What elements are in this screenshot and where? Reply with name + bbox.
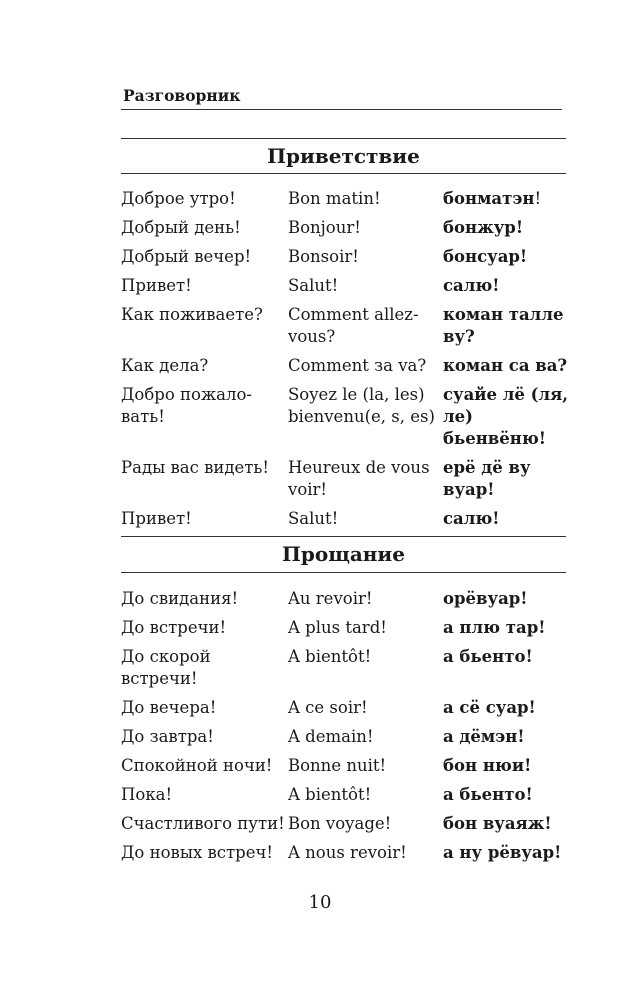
phrase-row <box>121 697 571 719</box>
russian-phrase: Добро пожало- вать! <box>121 385 252 426</box>
russian-phrase: Рады вас видеть! <box>121 458 270 477</box>
phrase-row <box>121 646 571 690</box>
french-phrase: Heureux de vous voir! <box>288 458 430 499</box>
transcription-text: суайе лё (ля, ле) бьенвёню! <box>443 385 569 448</box>
russian-phrase: Спокойной ночи! <box>121 756 273 775</box>
section-top-rule <box>121 536 566 537</box>
transcription <box>443 384 571 450</box>
phrase-row <box>121 588 571 610</box>
french-phrase: A nous revoir! <box>288 843 407 862</box>
russian-phrase: До завтра! <box>121 727 214 746</box>
section-title-greetings: Приветствие <box>267 144 420 168</box>
phrase-table-farewells <box>121 588 571 871</box>
phrase-row <box>121 246 571 268</box>
transcription <box>443 726 571 748</box>
russian-phrase: Привет! <box>121 509 192 528</box>
russian-phrase: Привет! <box>121 276 192 295</box>
transcription-tail: ! <box>534 189 542 208</box>
transcription <box>443 842 571 864</box>
french-phrase: A plus tard! <box>288 618 387 637</box>
transcription-text: а бьенто! <box>443 785 533 804</box>
phrase-row <box>121 384 571 450</box>
transcription-text: салю! <box>443 509 500 528</box>
transcription <box>443 188 571 210</box>
transcription <box>443 813 571 835</box>
transcription <box>443 304 571 348</box>
russian-phrase: До новых встреч! <box>121 843 274 862</box>
russian-phrase: До вечера! <box>121 698 217 717</box>
french-phrase: Bonne nuit! <box>288 756 387 775</box>
transcription <box>443 246 571 268</box>
transcription-text: салю! <box>443 276 500 295</box>
french-phrase: Bonsoir! <box>288 247 359 266</box>
running-head: Разговорник <box>123 86 241 105</box>
phrase-row <box>121 617 571 639</box>
transcription-text: бонжур! <box>443 218 524 237</box>
russian-phrase: Счастливого пути! <box>121 814 285 833</box>
russian-phrase: Как поживаете? <box>121 305 263 324</box>
french-phrase: Comment allez- vous? <box>288 305 419 346</box>
french-phrase: Salut! <box>288 276 339 295</box>
transcription-text: бон вуаяж! <box>443 814 552 833</box>
phrase-row <box>121 457 571 501</box>
section-bottom-rule <box>121 173 566 174</box>
transcription-text: а сё суар! <box>443 698 536 717</box>
french-phrase: Au revoir! <box>288 589 373 608</box>
phrase-row <box>121 217 571 239</box>
transcription <box>443 217 571 239</box>
transcription <box>443 588 571 610</box>
phrase-row <box>121 508 571 530</box>
french-phrase: Bon matin! <box>288 189 381 208</box>
french-phrase: Comment за va? <box>288 356 427 375</box>
phrase-row <box>121 355 571 377</box>
transcription <box>443 784 571 806</box>
russian-phrase: Как дела? <box>121 356 209 375</box>
transcription-text: а дёмэн! <box>443 727 525 746</box>
phrase-row <box>121 275 571 297</box>
page-number: 10 <box>308 892 332 913</box>
french-phrase: A bientôt! <box>288 647 372 666</box>
transcription <box>443 457 571 501</box>
french-phrase: A ce soir! <box>288 698 368 717</box>
french-phrase: Bonjour! <box>288 218 361 237</box>
transcription-text: бон нюи! <box>443 756 532 775</box>
transcription-text: ерё дё ву вуар! <box>443 458 531 499</box>
russian-phrase: До встречи! <box>121 618 227 637</box>
phrase-row <box>121 304 571 348</box>
russian-phrase: Пока! <box>121 785 173 804</box>
transcription-text: орёвуар! <box>443 589 528 608</box>
russian-phrase: Доброе утро! <box>121 189 236 208</box>
french-phrase: A bientôt! <box>288 785 372 804</box>
phrase-table-greetings <box>121 188 571 537</box>
transcription-text: а бьенто! <box>443 647 533 666</box>
french-phrase: Salut! <box>288 509 339 528</box>
transcription <box>443 697 571 719</box>
phrase-row <box>121 755 571 777</box>
transcription-text: а плю тар! <box>443 618 546 637</box>
section-title-farewells: Прощание <box>281 542 405 566</box>
russian-phrase: До свидания! <box>121 589 239 608</box>
transcription <box>443 508 571 530</box>
russian-phrase: До скорой встречи! <box>121 647 211 688</box>
phrase-row <box>121 842 571 864</box>
french-phrase: Soyez le (la, les) bienvenu(e, s, es) <box>288 385 435 426</box>
transcription <box>443 646 571 690</box>
french-phrase: Bon voyage! <box>288 814 392 833</box>
transcription <box>443 755 571 777</box>
phrase-row <box>121 726 571 748</box>
transcription-text: бонсуар! <box>443 247 528 266</box>
phrase-row <box>121 784 571 806</box>
phrase-row <box>121 188 571 210</box>
russian-phrase: Добрый вечер! <box>121 247 252 266</box>
transcription-text: коман са ва? <box>443 356 568 375</box>
transcription <box>443 355 571 377</box>
section-bottom-rule <box>121 572 566 573</box>
transcription <box>443 275 571 297</box>
french-phrase: A demain! <box>288 727 374 746</box>
transcription <box>443 617 571 639</box>
russian-phrase: Добрый день! <box>121 218 241 237</box>
section-top-rule <box>121 138 566 139</box>
transcription-text: коман талле ву? <box>443 305 564 346</box>
transcription-text: бонматэн <box>443 189 535 208</box>
phrase-row <box>121 813 571 835</box>
running-head-rule <box>121 109 562 110</box>
transcription-text: а ну рёвуар! <box>443 843 562 862</box>
